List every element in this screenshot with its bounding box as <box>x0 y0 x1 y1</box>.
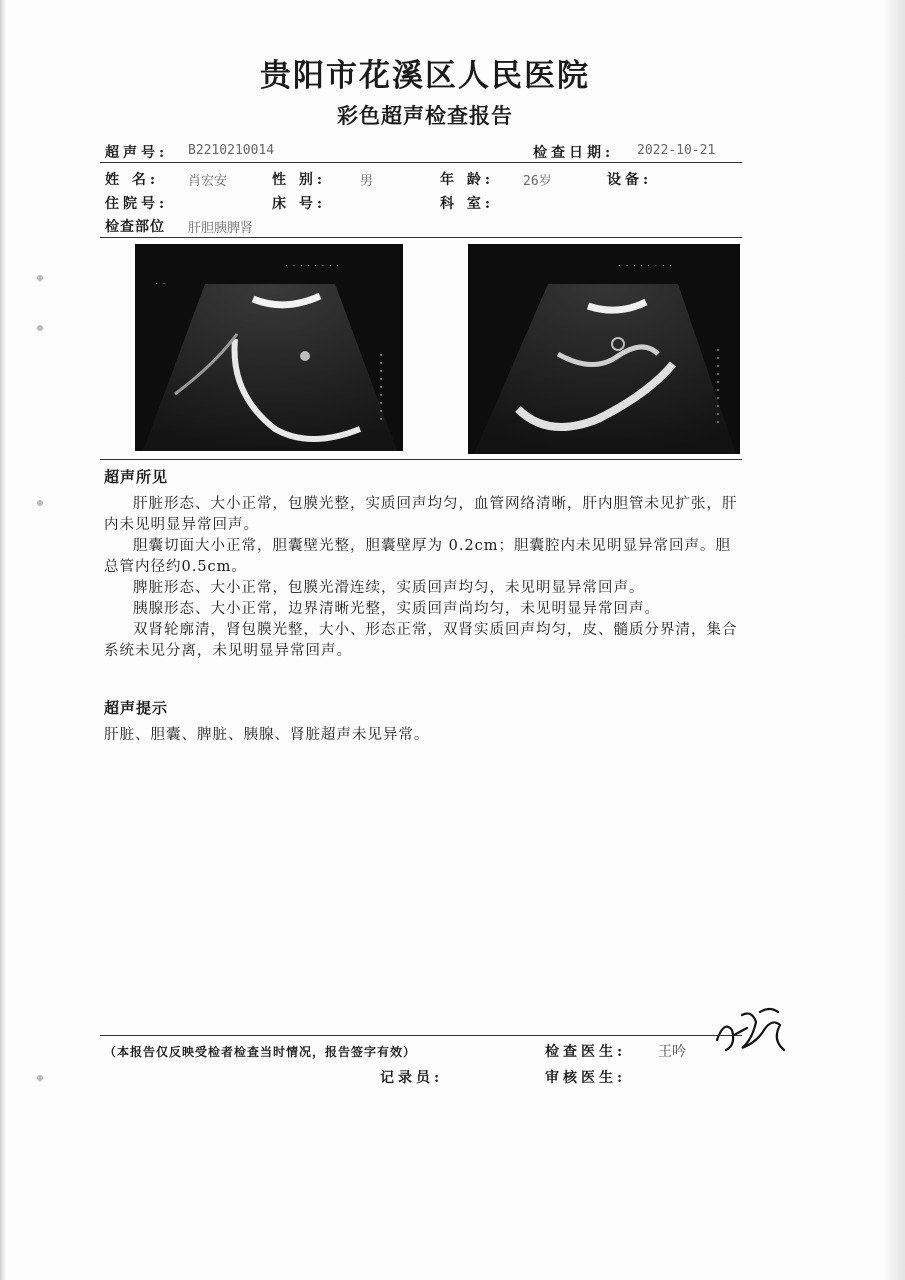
scan-right-edge <box>883 0 905 1280</box>
findings-spleen: 脾脏形态、大小正常，包膜光滑连续，实质回声均匀，未见明显异常回声。 <box>133 580 645 596</box>
device-label: 设备: <box>607 172 653 188</box>
disclaimer: （本报告仅反映受检者检查当时情况，报告签字有效） <box>104 1045 417 1059</box>
impression-heading: 超声提示 <box>104 699 169 717</box>
name-label: 姓 名: <box>105 172 160 188</box>
sex-label: 性 别: <box>272 172 327 188</box>
svg-text:. .: . . <box>155 279 166 286</box>
exam-site: 肝胆胰脾肾 <box>188 221 254 236</box>
punch-hole-mark <box>37 1075 43 1081</box>
age-label: 年 龄: <box>440 172 495 188</box>
patient-sex: 男 <box>360 174 374 189</box>
report-title: 彩色超声检查报告 <box>337 103 513 128</box>
punch-hole-mark <box>37 275 43 281</box>
findings-kidneys: 双肾轮廓清，肾包膜光整，大小、形态正常，双肾实质回声均匀，皮、髓质分界清，集合系统未见分离，未见明显异常回声。 <box>104 622 738 659</box>
patient-name: 肖宏安 <box>188 174 228 189</box>
punch-hole-mark <box>37 500 43 506</box>
exam-no-label: 超声号: <box>105 145 169 161</box>
scan-left-edge <box>0 0 6 1280</box>
exam-date: 2022-10-21 <box>637 143 716 158</box>
findings-gallbladder: 胆囊切面大小正常，胆囊壁光整，胆囊壁厚为 0.2cm；胆囊腔内未见明显异常回声。胆总管内径约0.5cm。 <box>104 538 732 575</box>
ultrasound-image-gallbladder <box>468 244 740 454</box>
ultrasound-image-liver <box>135 244 403 451</box>
hospital-name: 贵阳市花溪区人民医院 <box>260 58 590 94</box>
footer-divider <box>100 1035 742 1036</box>
examiner-name: 王吟 <box>658 1044 686 1060</box>
image-divider <box>100 459 742 460</box>
findings-liver: 肝脏形态、大小正常，包膜光整，实质回声均匀，血管网络清晰，肝内胆管未见扩张，肝内未见明显异常回声。 <box>104 496 738 533</box>
exam-no: B2210210014 <box>188 143 275 158</box>
exam-site-label: 检查部位 <box>105 219 165 235</box>
findings-heading: 超声所见 <box>104 468 169 486</box>
patient-age: 26岁 <box>523 174 552 189</box>
reviewer-label: 审核医生: <box>545 1070 627 1086</box>
punch-hole-mark <box>37 325 43 331</box>
svg-text:. . . . . . . .: . . . . . . . . <box>285 261 340 268</box>
header-divider <box>100 162 742 163</box>
handwritten-signature <box>712 1000 792 1064</box>
dept-label: 科 室: <box>440 196 495 212</box>
findings-pancreas: 胰腺形态、大小正常，边界清晰光整，实质回声尚均匀，未见明显异常回声。 <box>133 601 660 617</box>
impression-text: 肝脏、胆囊、脾脏、胰腺、肾脏超声未见异常。 <box>104 727 430 743</box>
bed-label: 床 号: <box>272 196 327 212</box>
svg-text:. . . . . . . .: . . . . . . . . <box>618 261 673 268</box>
exam-date-label: 检查日期: <box>533 145 615 161</box>
recorder-label: 记录员: <box>380 1070 444 1086</box>
findings-body <box>104 494 744 662</box>
examiner-label: 检查医生: <box>545 1044 627 1060</box>
inpatient-no-label: 住院号: <box>105 196 169 212</box>
meta-divider <box>100 237 742 238</box>
